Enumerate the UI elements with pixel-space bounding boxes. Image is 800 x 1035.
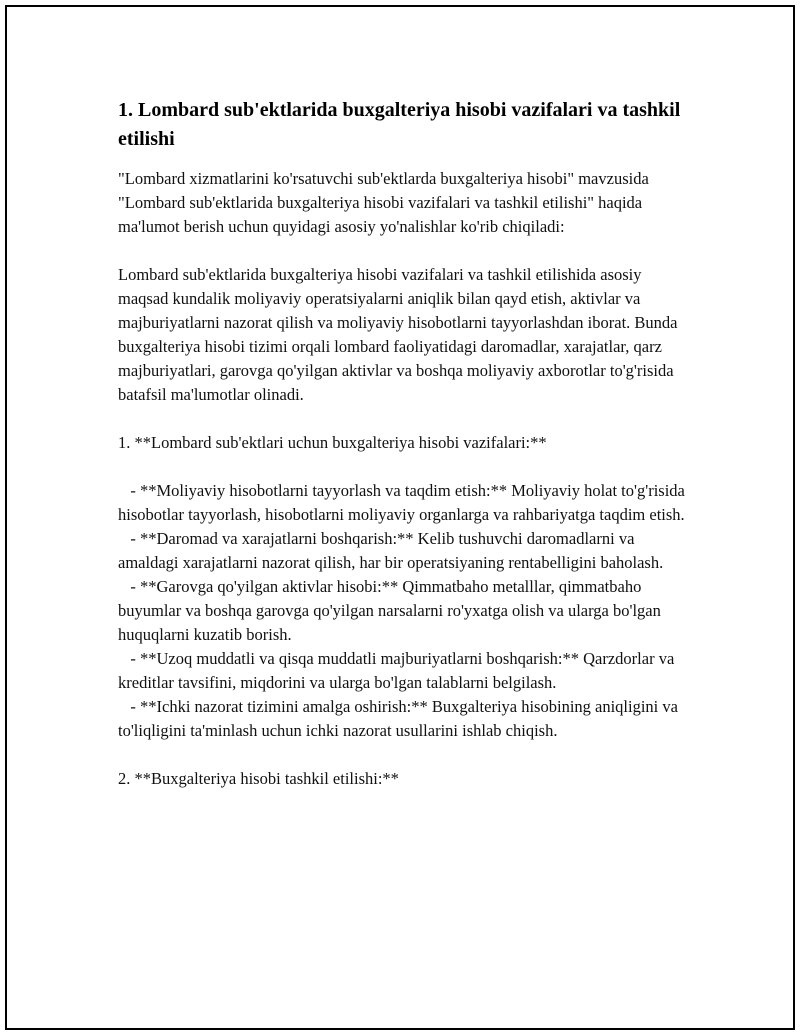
section2-title: 2. **Buxgalteriya hisobi tashkil etilishi:** [118, 769, 399, 788]
list-item: - **Garovga qo'yilgan aktivlar hisobi:** Qimmatbaho metalllar, qimmatbaho buyumlar va boshqa garovga qo'yilgan narsalarni ro'yxatga olish va ularga bo'lgan huquqlarni kuzatib borish. [118, 577, 666, 644]
document-body [118, 96, 688, 791]
paragraph-spacer [118, 407, 688, 431]
main-paragraph: Lombard sub'ektlarida buxgalteriya hisobi vazifalari va tashkil etilishida asosiy maqsad kundalik moliyaviy operatsiyalarni aniqlik bilan qayd etish, aktivlar va majburiyatlarni nazorat qilish va moliyaviy hisobotlarni tayyorlashdan iborat. Bunda buxgalteriya hisobi tizimi orqali lombard faoliyatidagi daromadlar, xarajatlar, qarz majburiyatlari, garovga qo'yilgan aktivlar va boshqa moliyaviy axborotlar to'g'risida batafsil ma'lumotlar olinadi. [118, 265, 682, 404]
paragraph-spacer [118, 455, 688, 479]
intro-paragraph: "Lombard xizmatlarini ko'rsatuvchi sub'ektlarda buxgalteriya hisobi" mavzusida "Lombard sub'ektlarida buxgalteriya hisobi vazifalari va tashkil etilishi" haqida ma'lumot berish uchun quyidagi asosiy yo'nalishlar ko'rib chiqiladi: [118, 169, 653, 236]
section1-title: 1. **Lombard sub'ektlari uchun buxgalteriya hisobi vazifalari:** [118, 433, 547, 452]
list-item: - **Daromad va xarajatlarni boshqarish:** Kelib tushuvchi daromadlarni va amaldagi xarajatlarni nazorat qilish, har bir operatsiyaning rentabelligini baholash. [118, 529, 664, 572]
paragraph-spacer [118, 743, 688, 767]
section-heading: 1. Lombard sub'ektlarida buxgalteriya hisobi vazifalari va tashkil etilishi [118, 99, 681, 150]
paragraph-spacer [118, 239, 688, 263]
list-item: - **Uzoq muddatli va qisqa muddatli majburiyatlarni boshqarish:** Qarzdorlar va kreditlar tavsifini, miqdorini va ularga bo'lgan talablarni belgilash. [118, 649, 679, 692]
list-item: - **Moliyaviy hisobotlarni tayyorlash va taqdim etish:** Moliyaviy holat to'g'risida hisobotlar tayyorlash, hisobotlarni moliyaviy organlarga va rahbariyatga taqdim etish. [118, 481, 689, 524]
list-item: - **Ichki nazorat tizimini amalga oshirish:** Buxgalteriya hisobining aniqligini va to'liqligini ta'minlash uchun ichki nazorat usullarini ishlab chiqish. [118, 697, 683, 740]
